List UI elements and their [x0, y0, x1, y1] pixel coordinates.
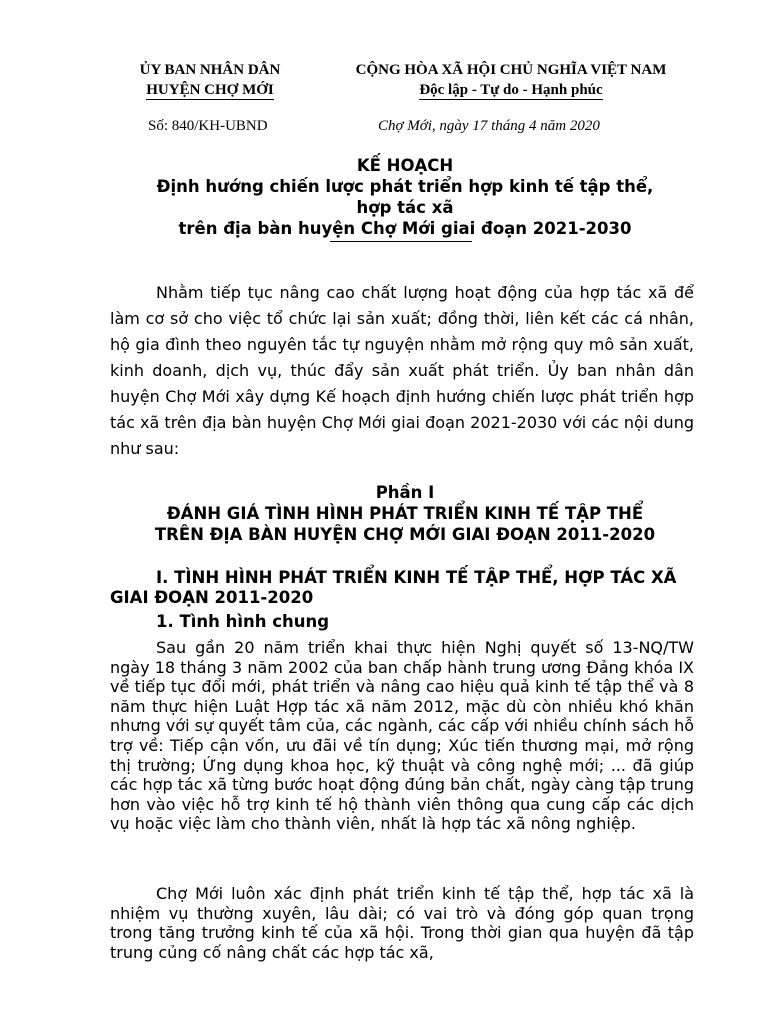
nation-line-2: Độc lập - Tự do - Hạnh phúc	[419, 82, 603, 98]
section-heading: I. TÌNH HÌNH PHÁT TRIỂN KINH TẾ TẬP THỂ, HỢP TÁC XÃ GIAI ĐOẠN 2011-2020	[110, 568, 677, 607]
title-line-1: KẾ HOẠCH	[356, 156, 454, 175]
agency-line-1: ỦY BAN NHÂN DÂN	[139, 62, 281, 78]
part-heading	[100, 482, 710, 545]
intro-paragraph: Nhằm tiếp tục nâng cao chất lượng hoạt động của hợp tác xã để làm cơ sở cho việc tổ chức lại sản xuất; đồng thời, liên kết các cá nhân, hộ gia đình theo nguyên tắc tự nguyện nhằm mở rộng quy mô sản xuất, kinh doanh, dịch vụ, thúc đẩy sản xuất phát triển. Ủy ban nhân dân huyện Chợ Mới xây dựng Kế hoạch định hướng chiến lược phát triển hợp tác xã trên địa bàn huyện Chợ Mới giai đoạn 2021-2030 với các nội dung như sau:	[110, 283, 694, 458]
document-date: Chợ Mới, ngày 17 tháng 4 năm 2020	[378, 118, 600, 134]
title-line-2: Định hướng chiến lược phát triển hợp kinh tế tập thể,	[156, 177, 654, 196]
body-paragraph-1: Sau gần 20 năm triển khai thực hiện Nghị quyết số 13-NQ/TW ngày 18 tháng 3 năm 2002 của ban chấp hành trung ương Đảng khóa IX về tiếp tục đổi mới, phát triển và nâng cao hiệu quả kinh tế tập thể và 8 năm thực hiện Luật Hợp tác xã năm 2012, mặc dù còn nhiều khó khăn nhưng với sự quyết tâm của, các ngành, các cấp với nhiều chính sách hỗ trợ về: Tiếp cận vốn, ưu đãi về tín dụng; Xúc tiến thương mại, mở rộng thị trường; Ứng dụng khoa học, kỹ thuật và công nghệ mới; ... đã giúp các hợp tác xã từng bước hoạt động đúng bản chất, ngày càng tập trung hơn vào việc hỗ trợ kinh tế hộ thành viên thông qua cung cấp các dịch vụ hoặc việc làm cho thành viên, nhất là hợp tác xã nông nghiệp.	[110, 638, 694, 834]
nation-line-1: CỘNG HÒA XÃ HỘI CHỦ NGHĨA VIỆT NAM	[355, 62, 667, 78]
document-number: Số: 840/KH-UBND	[148, 118, 268, 134]
part-title-line-2: TRÊN ĐỊA BÀN HUYỆN CHỢ MỚI GIAI ĐOẠN 2011-2020	[154, 525, 656, 544]
agency-line-2: HUYỆN CHỢ MỚI	[146, 82, 274, 98]
title-line-4: trên địa bàn huyện Chợ Mới giai đoạn 2021-2030	[178, 219, 632, 238]
national-motto	[318, 60, 704, 100]
title-divider	[330, 241, 472, 242]
document-title	[100, 155, 710, 239]
title-line-3: hợp tác xã	[356, 198, 454, 217]
part-label: Phần I	[375, 483, 435, 502]
issuing-agency	[110, 60, 310, 100]
subsection-heading: 1. Tình hình chung	[156, 612, 330, 631]
part-title-line-1: ĐÁNH GIÁ TÌNH HÌNH PHÁT TRIỂN KINH TẾ TẬP THỂ	[166, 504, 644, 523]
body-paragraph-2: Chợ Mới luôn xác định phát triển kinh tế tập thể, hợp tác xã là nhiệm vụ thường xuyên, lâu dài; có vai trò và đóng góp quan trọng trong tăng trưởng kinh tế của xã hội. Trong thời gian qua huyện đã tập trung củng cố nâng chất các hợp tác xã,	[110, 884, 694, 962]
